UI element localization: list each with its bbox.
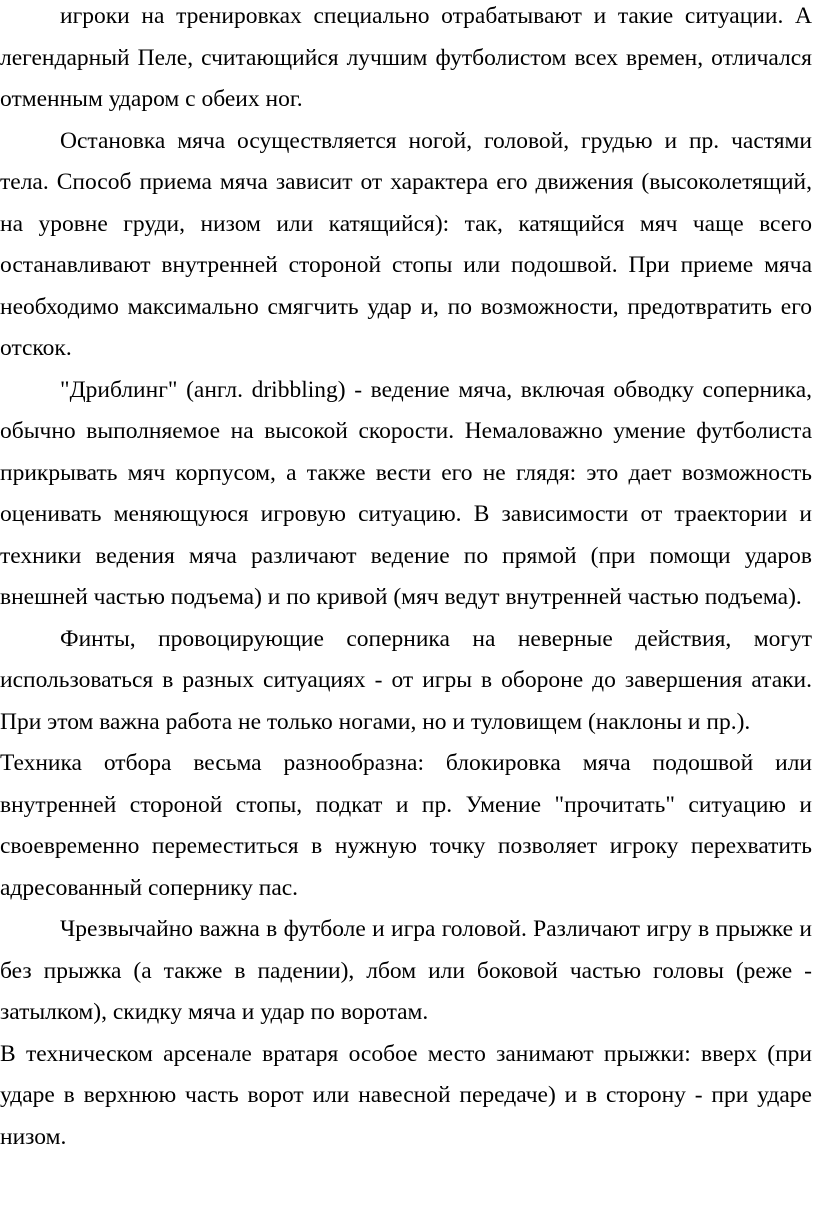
paragraph-heading: Чрезвычайно важна в футболе и игра головой. Различают игру в прыжке и без прыжка (а также в падении), лбом или боковой частью головы (реже - затылком), скидку мяча и удар по воротам.	[0, 916, 812, 1025]
paragraph-ball-stopping: Остановка мяча осуществляется ногой, головой, грудью и пр. частями тела. Способ приема мяча зависит от характера его движения (высоколетящий, на уровне груди, низом или катящийся): так, катящийся мяч чаще всего останавливают внутренней стороной стопы или подошвой. При приеме мяча необходимо максимально смягчить удар и, по возможности, предотвратить его отскок.	[0, 127, 812, 361]
paragraph-goalkeeper: В техническом арсенале вратаря особое место занимают прыжки: вверх (при ударе в верхнюю часть ворот или навесной передаче) и в сторону - при ударе низом.	[0, 1040, 812, 1150]
paragraph-tackling: Техника отбора весьма разнообразна: блокировка мяча подошвой или внутренней стороной стопы, подкат и пр. Умение "прочитать" ситуацию и своевременно переместиться в нужную точку позволяет игроку перехватить адресованный сопернику пас.	[0, 750, 812, 901]
paragraph-dribbling: "Дриблинг" (англ. dribbling) - ведение мяча, включая обводку соперника, обычно выполняемое на высокой скорости. Немаловажно умение футболиста прикрывать мяч корпусом, а также вести его не глядя: это дает возможность оценивать меняющуюся игровую ситуацию. В зависимости от траектории и техники ведения мяча различают ведение по прямой (при помощи ударов внешней частью подъема) и по кривой (мяч ведут внутренней частью подъема).	[0, 376, 812, 610]
paragraph-pele: игроки на тренировках специально отрабатывают и такие ситуации. А легендарный Пеле, считающийся лучшим футболистом всех времен, отличался отменным ударом с обеих ног.	[0, 3, 812, 112]
paragraph-feints: Финты, провоцирующие соперника на неверные действия, могут использоваться в разных ситуациях - от игры в обороне до завершения атаки. При этом важна работа не только ногами, но и туловищем (наклоны и пр.).	[0, 625, 812, 735]
